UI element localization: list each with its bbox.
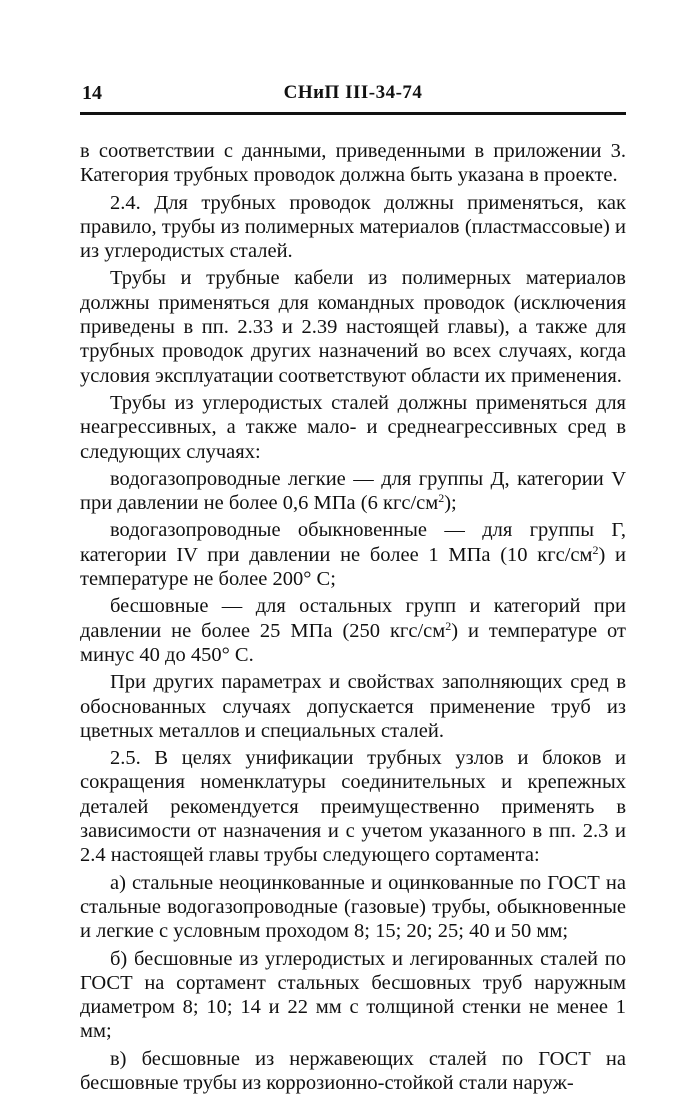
paragraph: 2.5. В целях унификации трубных узлов и блоков и сокращения номенклатуры соединительных и крепежных деталей рекомендуется преимущественно применять в зависимости от назначения и с учетом указанного в пп. 2.3 и 2.4 настоящей главы трубы следующего сортамента: <box>80 747 626 867</box>
paragraph: водогазопроводные обыкновенные — для группы Г, категории IV при давлении не более 1 МПа (10 кгс/$см^2$) и температуре не более 200° С; <box>80 519 626 591</box>
paragraph: Трубы из углеродистых сталей должны применяться для неагрессивных, а также мало- и среднеагрессивных сред в следующих случаях: <box>80 391 626 463</box>
document-code: СНиП III-34-74 <box>283 82 423 103</box>
page-number: 14 <box>82 82 102 104</box>
header-rule <box>80 112 626 115</box>
paragraph: б) бесшовные из углеродистых и легированных сталей по ГОСТ на сортамент стальных бесшовных труб наружным диаметром 8; 10; 14 и 22 мм с толщиной стенки не менее 1 мм; <box>80 947 626 1043</box>
paragraph: в соответствии с данными, приведенными в приложении 3. Категория трубных проводок должна быть указана в проекте. <box>80 140 626 187</box>
body-text <box>80 139 626 1095</box>
paragraph: водогазопроводные легкие — для группы Д, категории V при давлении не более 0,6 МПа (6 кгс/$см^2$); <box>80 467 626 515</box>
paragraph: в) бесшовные из нержавеющих сталей по ГОСТ на бесшовные трубы из коррозионно-стойкой стали наруж- <box>80 1047 626 1094</box>
paragraph: Трубы и трубные кабели из полимерных материалов должны применяться для командных проводок (исключения приведены в пп. 2.33 и 2.39 настоящей главы), а также для трубных проводок других назначений во всех случаях, когда условия эксплуатации соответствуют области их применения. <box>80 267 626 387</box>
running-header <box>80 82 626 112</box>
paragraph: бесшовные — для остальных групп и категорий при давлении не более 25 МПа (250 кгс/$см^2$) и температуре от минус 40 до 450° С. <box>80 595 626 666</box>
paragraph: 2.4. Для трубных проводок должны применяться, как правило, трубы из полимерных материалов (пластмассовые) и из углеродистых сталей. <box>80 191 626 263</box>
document-page <box>80 82 626 1098</box>
paragraph: При других параметрах и свойствах заполняющих сред в обоснованных случаях допускается применение труб из цветных металлов и специальных сталей. <box>80 671 626 742</box>
paragraph: а) стальные неоцинкованные и оцинкованные по ГОСТ на стальные водогазопроводные (газовые) трубы, обыкновенные и легкие с условным проходом 8; 15; 20; 25; 40 и 50 мм; <box>80 871 626 943</box>
